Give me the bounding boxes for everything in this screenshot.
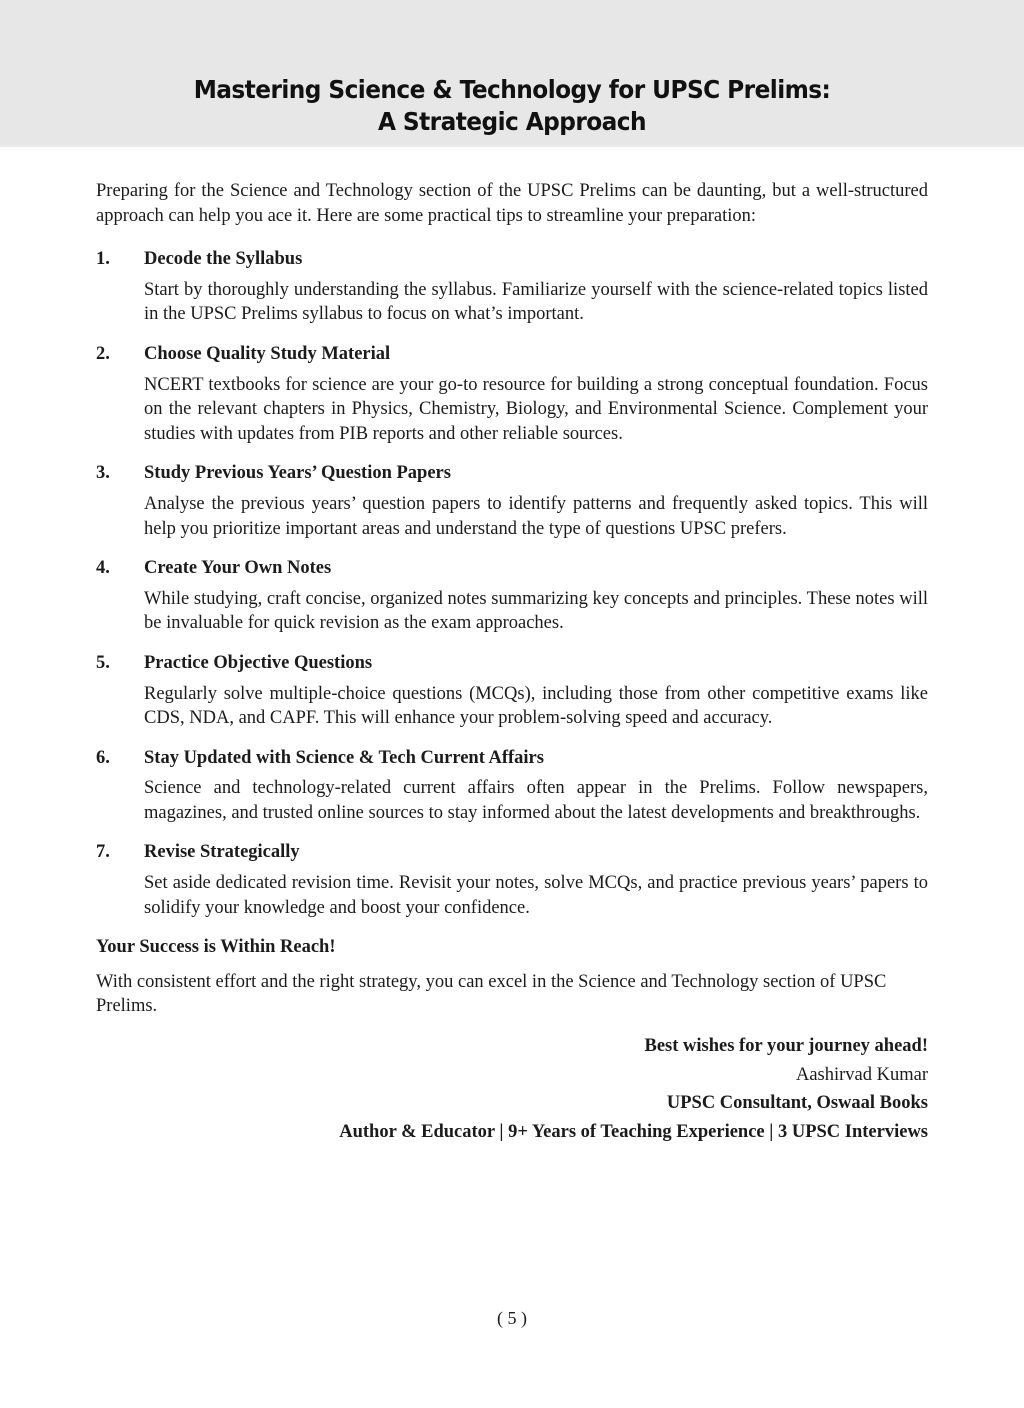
tip-title: Choose Quality Study Material bbox=[144, 343, 391, 364]
tip-number: 6. bbox=[96, 747, 110, 768]
author-role: UPSC Consultant, Oswaal Books bbox=[666, 1093, 928, 1114]
title-line-1: Mastering Science & Technology for UPSC Prelims: bbox=[193, 75, 831, 104]
tip-item bbox=[96, 556, 928, 636]
tip-number: 2. bbox=[96, 343, 110, 364]
tip-number: 5. bbox=[96, 652, 110, 673]
signature-block bbox=[96, 1032, 928, 1146]
tip-item bbox=[96, 840, 928, 920]
tip-body: Set aside dedicated revision time. Revisit your notes, solve MCQs, and practice previous years’ papers to solidify your knowledge and boost your confidence. bbox=[144, 873, 928, 918]
signature-wishes: Best wishes for your journey ahead! bbox=[644, 1036, 928, 1057]
closing-paragraph: With consistent effort and the right strategy, you can excel in the Science and Technology section of UPSC Prelims. bbox=[96, 971, 887, 1017]
tip-item bbox=[96, 461, 928, 541]
tip-title: Create Your Own Notes bbox=[144, 558, 332, 579]
tip-number: 7. bbox=[96, 842, 110, 863]
tip-title: Practice Objective Questions bbox=[144, 652, 373, 673]
tip-item bbox=[96, 342, 928, 446]
tip-item bbox=[96, 746, 928, 826]
tip-body: NCERT textbooks for science are your go-to resource for building a strong conceptual foundation. Focus on the relevant chapters in Physics, Chemistry, Biology, and Environmental Science. Complement your studies with updates from PIB reports and other reliable sources. bbox=[144, 374, 928, 444]
intro-paragraph: Preparing for the Science and Technology section of the UPSC Prelims can be daunting, but a well-structured approach can help you ace it. Here are some practical tips to streamline your preparation: bbox=[96, 181, 928, 226]
tip-number: 1. bbox=[96, 249, 110, 270]
tip-body: While studying, craft concise, organized notes summarizing key concepts and principles. These notes will be invaluable for quick revision as the exam approaches. bbox=[144, 588, 928, 634]
tip-title: Decode the Syllabus bbox=[144, 249, 303, 270]
tip-number: 4. bbox=[96, 558, 110, 579]
tip-body: Science and technology-related current affairs often appear in the Prelims. Follow newspapers, magazines, and trusted online sources to stay informed about the latest developments and breakthroughs. bbox=[144, 778, 928, 823]
page-number: ( 5 ) bbox=[497, 1308, 527, 1328]
article-body bbox=[96, 179, 928, 1146]
tip-number: 3. bbox=[96, 463, 110, 484]
tip-body: Analyse the previous years’ question papers to identify patterns and frequently asked topics. This will help you prioritize important areas and understand the type of questions UPSC prefers. bbox=[144, 493, 928, 539]
author-credentials: Author & Educator | 9+ Years of Teaching Experience | 3 UPSC Interviews bbox=[339, 1121, 928, 1142]
author-name: Aashirvad Kumar bbox=[795, 1064, 928, 1085]
closing-heading: Your Success is Within Reach! bbox=[96, 937, 336, 958]
tip-item bbox=[96, 247, 928, 327]
page-title bbox=[36, 74, 988, 138]
tip-title: Revise Strategically bbox=[144, 842, 300, 863]
tip-item bbox=[96, 651, 928, 731]
tip-title: Study Previous Years’ Question Papers bbox=[144, 463, 451, 484]
title-line-2: A Strategic Approach bbox=[377, 107, 647, 136]
tip-body: Regularly solve multiple-choice questions (MCQs), including those from other competitive exams like CDS, NDA, and CAPF. This will enhance your problem-solving speed and accuracy. bbox=[144, 683, 928, 729]
tip-title: Stay Updated with Science & Tech Current Affairs bbox=[144, 747, 544, 768]
tip-body: Start by thoroughly understanding the syllabus. Familiarize yourself with the science-related topics listed in the UPSC Prelims syllabus to focus on what’s important. bbox=[144, 279, 928, 325]
